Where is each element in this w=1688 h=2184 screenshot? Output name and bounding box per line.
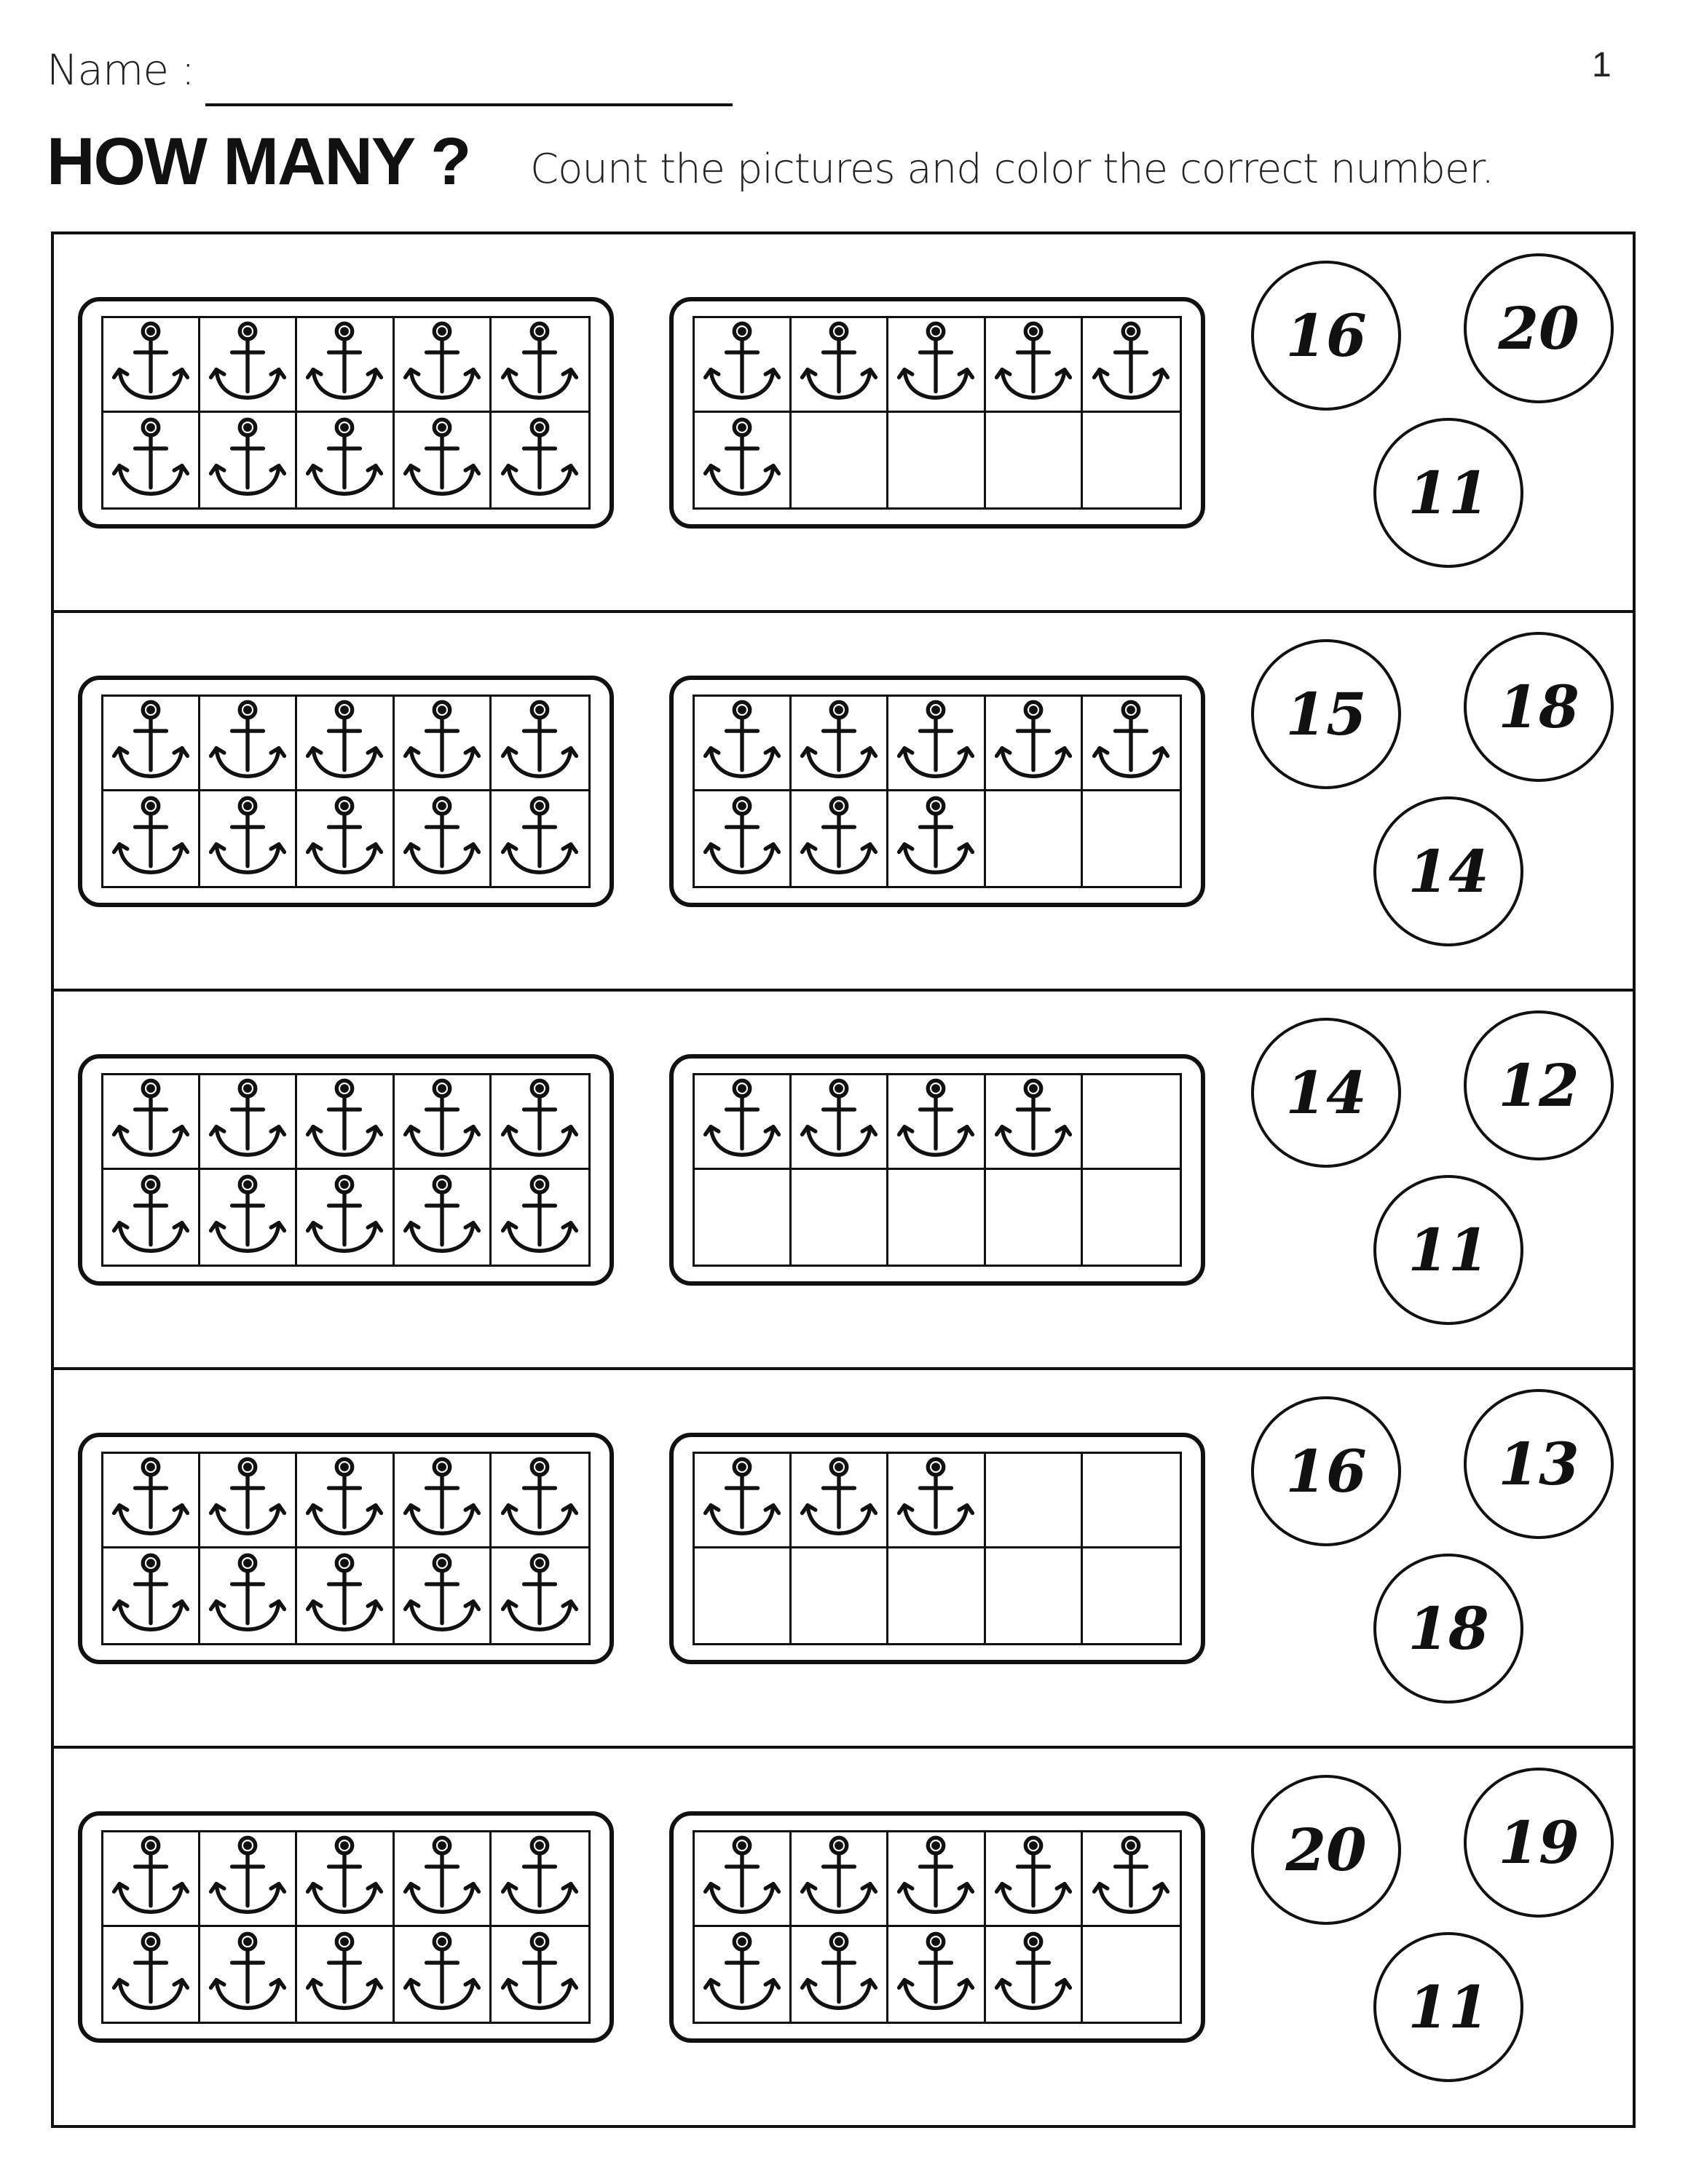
frame-cell-filled	[297, 318, 394, 413]
anchor-icon	[1090, 698, 1172, 788]
anchor-icon	[110, 320, 192, 409]
frame-cell-filled	[1083, 697, 1180, 791]
anchor-icon	[401, 320, 483, 409]
anchor-icon	[207, 1834, 288, 1923]
ten-frame-left	[78, 1054, 614, 1286]
anchor-icon	[401, 1834, 483, 1923]
frame-cell-filled	[200, 318, 297, 413]
anchor-icon	[798, 1455, 880, 1545]
answer-choice-circle[interactable]: 14	[1373, 796, 1523, 946]
frame-cell-filled	[492, 1075, 588, 1170]
frame-cell-filled	[492, 1548, 588, 1643]
anchor-icon	[401, 1173, 483, 1262]
answer-choice-circle[interactable]: 16	[1251, 1396, 1401, 1546]
frame-cell-filled	[792, 1075, 888, 1170]
anchor-icon	[701, 1455, 783, 1545]
frame-cell-filled	[986, 1075, 1083, 1170]
anchor-icon	[401, 794, 483, 884]
anchor-icon	[304, 1455, 385, 1545]
frame-cell-filled	[695, 1832, 792, 1927]
ten-frame-left	[78, 297, 614, 529]
frame-cell-empty	[1083, 1548, 1180, 1643]
frame-cell-filled	[1083, 1832, 1180, 1927]
frame-cell-filled	[297, 1832, 394, 1927]
frame-cell-filled	[297, 697, 394, 791]
frame-cell-empty	[888, 1548, 985, 1643]
frame-cell-filled	[492, 791, 588, 886]
frame-cell-filled	[200, 697, 297, 791]
answer-choice-circle[interactable]: 11	[1373, 418, 1523, 568]
ten-frame-right	[669, 1811, 1205, 2043]
frame-cell-filled	[888, 1927, 985, 2022]
answer-choice-circle[interactable]: 19	[1464, 1768, 1614, 1918]
frame-cell-filled	[492, 1454, 588, 1548]
anchor-icon	[207, 1551, 288, 1641]
answer-choice-circle[interactable]: 18	[1373, 1554, 1523, 1704]
frame-cell-filled	[492, 318, 588, 413]
frame-cell-filled	[695, 413, 792, 507]
frame-cell-empty	[888, 1170, 985, 1265]
answer-choice-circle[interactable]: 12	[1464, 1010, 1614, 1160]
frame-cell-filled	[986, 1832, 1083, 1927]
frame-cell-empty	[1083, 1170, 1180, 1265]
anchor-icon	[110, 1173, 192, 1262]
answer-choice-circle[interactable]: 16	[1251, 261, 1401, 411]
answer-choice-circle[interactable]: 20	[1464, 253, 1614, 403]
anchor-icon	[993, 1077, 1074, 1166]
anchor-icon	[993, 1930, 1074, 2019]
frame-cell-filled	[395, 791, 492, 886]
frame-cell-filled	[200, 1548, 297, 1643]
anchor-icon	[401, 1930, 483, 2019]
frame-cell-filled	[103, 1075, 200, 1170]
frame-cell-empty	[986, 791, 1083, 886]
answer-choice-circle[interactable]: 11	[1373, 1175, 1523, 1325]
anchor-icon	[304, 794, 385, 884]
ten-frame-right	[669, 1433, 1205, 1664]
anchor-icon	[304, 1077, 385, 1166]
frame-cell-filled	[103, 1454, 200, 1548]
anchor-icon	[701, 1077, 783, 1166]
answer-choice-circle[interactable]: 13	[1464, 1389, 1614, 1539]
ten-frame-grid	[101, 1452, 591, 1645]
anchor-icon	[895, 1930, 977, 2019]
frame-cell-filled	[792, 697, 888, 791]
anchor-icon	[110, 1930, 192, 2019]
anchor-icon	[499, 1455, 580, 1545]
frame-cell-filled	[792, 1454, 888, 1548]
frame-cell-filled	[200, 1927, 297, 2022]
anchor-icon	[110, 1551, 192, 1641]
frame-cell-filled	[492, 1832, 588, 1927]
frame-cell-filled	[986, 697, 1083, 791]
anchor-icon	[499, 698, 580, 788]
anchor-icon	[207, 416, 288, 505]
anchor-icon	[499, 416, 580, 505]
anchor-icon	[1090, 320, 1172, 409]
frame-cell-filled	[792, 1832, 888, 1927]
frame-cell-filled	[792, 318, 888, 413]
anchor-icon	[993, 320, 1074, 409]
anchor-icon	[207, 1930, 288, 2019]
anchor-icon	[798, 1834, 880, 1923]
frame-cell-filled	[103, 1927, 200, 2022]
frame-cell-filled	[103, 318, 200, 413]
name-line[interactable]	[205, 103, 733, 106]
anchor-icon	[895, 1834, 977, 1923]
ten-frame-grid	[101, 316, 591, 510]
instruction-text: Count the pictures and color the correct number.	[530, 146, 1494, 193]
frame-cell-filled	[888, 697, 985, 791]
question-row	[54, 992, 1633, 1370]
frame-cell-filled	[297, 1170, 394, 1265]
frame-cell-filled	[297, 1927, 394, 2022]
frame-cell-filled	[395, 318, 492, 413]
anchor-icon	[895, 1077, 977, 1166]
anchor-icon	[499, 794, 580, 884]
worksheet-title: HOW MANY ?	[47, 124, 470, 199]
frame-cell-filled	[395, 413, 492, 507]
anchor-icon	[895, 320, 977, 409]
ten-frame-grid	[101, 1830, 591, 2024]
frame-cell-empty	[792, 413, 888, 507]
answer-choice-circle[interactable]: 20	[1251, 1775, 1401, 1925]
frame-cell-filled	[695, 1927, 792, 2022]
question-row	[54, 1370, 1633, 1749]
anchor-icon	[401, 1455, 483, 1545]
frame-cell-empty	[792, 1548, 888, 1643]
anchor-icon	[798, 1930, 880, 2019]
frame-cell-empty	[792, 1170, 888, 1265]
frame-cell-filled	[695, 791, 792, 886]
anchor-icon	[798, 1077, 880, 1166]
frame-cell-filled	[888, 1454, 985, 1548]
frame-cell-filled	[395, 1832, 492, 1927]
frame-cell-empty	[1083, 791, 1180, 886]
page-number: 1	[1592, 46, 1612, 84]
anchor-icon	[110, 698, 192, 788]
anchor-icon	[401, 1077, 483, 1166]
anchor-icon	[895, 698, 977, 788]
anchor-icon	[110, 1455, 192, 1545]
frame-cell-filled	[695, 318, 792, 413]
anchor-icon	[701, 698, 783, 788]
ten-frame-grid	[693, 1073, 1182, 1267]
anchor-icon	[304, 320, 385, 409]
frame-cell-empty	[986, 413, 1083, 507]
answer-choice-circle[interactable]: 11	[1373, 1932, 1523, 2082]
anchor-icon	[895, 1455, 977, 1545]
anchor-icon	[207, 1077, 288, 1166]
frame-cell-filled	[492, 697, 588, 791]
frame-cell-filled	[200, 1832, 297, 1927]
frame-cell-filled	[103, 1548, 200, 1643]
worksheet	[51, 232, 1636, 2128]
frame-cell-filled	[200, 1454, 297, 1548]
frame-cell-filled	[395, 1927, 492, 2022]
frame-cell-filled	[792, 791, 888, 886]
frame-cell-empty	[1083, 1927, 1180, 2022]
anchor-icon	[499, 1834, 580, 1923]
frame-cell-filled	[297, 791, 394, 886]
anchor-icon	[798, 698, 880, 788]
frame-cell-filled	[103, 697, 200, 791]
frame-cell-empty	[1083, 1075, 1180, 1170]
anchor-icon	[110, 794, 192, 884]
frame-cell-filled	[103, 413, 200, 507]
answer-choice-circle[interactable]: 15	[1251, 639, 1401, 789]
frame-cell-empty	[1083, 413, 1180, 507]
frame-cell-filled	[297, 1454, 394, 1548]
ten-frame-right	[669, 297, 1205, 529]
frame-cell-filled	[395, 1075, 492, 1170]
frame-cell-filled	[1083, 318, 1180, 413]
anchor-icon	[207, 698, 288, 788]
frame-cell-empty	[695, 1170, 792, 1265]
frame-cell-filled	[888, 318, 985, 413]
frame-cell-filled	[103, 1170, 200, 1265]
frame-cell-empty	[986, 1170, 1083, 1265]
frame-cell-filled	[103, 791, 200, 886]
frame-cell-filled	[395, 1170, 492, 1265]
anchor-icon	[798, 320, 880, 409]
frame-cell-filled	[297, 413, 394, 507]
frame-cell-filled	[103, 1832, 200, 1927]
ten-frame-left	[78, 676, 614, 907]
anchor-icon	[207, 794, 288, 884]
anchor-icon	[701, 1834, 783, 1923]
frame-cell-filled	[200, 1075, 297, 1170]
anchor-icon	[207, 1173, 288, 1262]
frame-cell-filled	[297, 1075, 394, 1170]
anchor-icon	[701, 1930, 783, 2019]
frame-cell-filled	[492, 1170, 588, 1265]
anchor-icon	[701, 416, 783, 505]
frame-cell-filled	[888, 791, 985, 886]
ten-frame-left	[78, 1433, 614, 1664]
ten-frame-grid	[693, 695, 1182, 888]
anchor-icon	[207, 320, 288, 409]
frame-cell-empty	[986, 1454, 1083, 1548]
question-row	[54, 613, 1633, 992]
anchor-icon	[701, 794, 783, 884]
anchor-icon	[401, 698, 483, 788]
name-label: Name :	[47, 45, 195, 95]
anchor-icon	[304, 1173, 385, 1262]
ten-frame-right	[669, 676, 1205, 907]
frame-cell-empty	[986, 1548, 1083, 1643]
frame-cell-empty	[1083, 1454, 1180, 1548]
frame-cell-filled	[695, 1454, 792, 1548]
frame-cell-filled	[200, 1170, 297, 1265]
frame-cell-empty	[695, 1548, 792, 1643]
ten-frame-grid	[693, 1830, 1182, 2024]
frame-cell-filled	[200, 791, 297, 886]
frame-cell-filled	[792, 1927, 888, 2022]
frame-cell-filled	[492, 1927, 588, 2022]
frame-cell-filled	[986, 318, 1083, 413]
frame-cell-filled	[297, 1548, 394, 1643]
anchor-icon	[304, 1930, 385, 2019]
frame-cell-filled	[888, 1832, 985, 1927]
frame-cell-empty	[888, 413, 985, 507]
anchor-icon	[499, 1173, 580, 1262]
anchor-icon	[110, 1077, 192, 1166]
anchor-icon	[798, 794, 880, 884]
frame-cell-filled	[395, 1548, 492, 1643]
answer-choice-circle[interactable]: 14	[1251, 1018, 1401, 1168]
anchor-icon	[304, 1834, 385, 1923]
frame-cell-filled	[395, 1454, 492, 1548]
anchor-icon	[499, 1077, 580, 1166]
anchor-icon	[1090, 1834, 1172, 1923]
ten-frame-grid	[693, 1452, 1182, 1645]
anchor-icon	[499, 320, 580, 409]
anchor-icon	[110, 416, 192, 505]
ten-frame-left	[78, 1811, 614, 2043]
ten-frame-grid	[693, 316, 1182, 510]
ten-frame-grid	[101, 1073, 591, 1267]
anchor-icon	[401, 1551, 483, 1641]
anchor-icon	[993, 1834, 1074, 1923]
anchor-icon	[895, 794, 977, 884]
anchor-icon	[993, 698, 1074, 788]
anchor-icon	[401, 416, 483, 505]
frame-cell-filled	[888, 1075, 985, 1170]
ten-frame-right	[669, 1054, 1205, 1286]
anchor-icon	[701, 320, 783, 409]
anchor-icon	[110, 1834, 192, 1923]
frame-cell-filled	[395, 697, 492, 791]
anchor-icon	[304, 416, 385, 505]
anchor-icon	[207, 1455, 288, 1545]
anchor-icon	[499, 1551, 580, 1641]
frame-cell-filled	[986, 1927, 1083, 2022]
frame-cell-filled	[492, 413, 588, 507]
answer-choice-circle[interactable]: 18	[1464, 632, 1614, 782]
anchor-icon	[304, 1551, 385, 1641]
anchor-icon	[499, 1930, 580, 2019]
question-row	[54, 1749, 1633, 2127]
question-row	[54, 234, 1633, 613]
frame-cell-filled	[200, 413, 297, 507]
anchor-icon	[304, 698, 385, 788]
ten-frame-grid	[101, 695, 591, 888]
frame-cell-filled	[695, 697, 792, 791]
frame-cell-filled	[695, 1075, 792, 1170]
